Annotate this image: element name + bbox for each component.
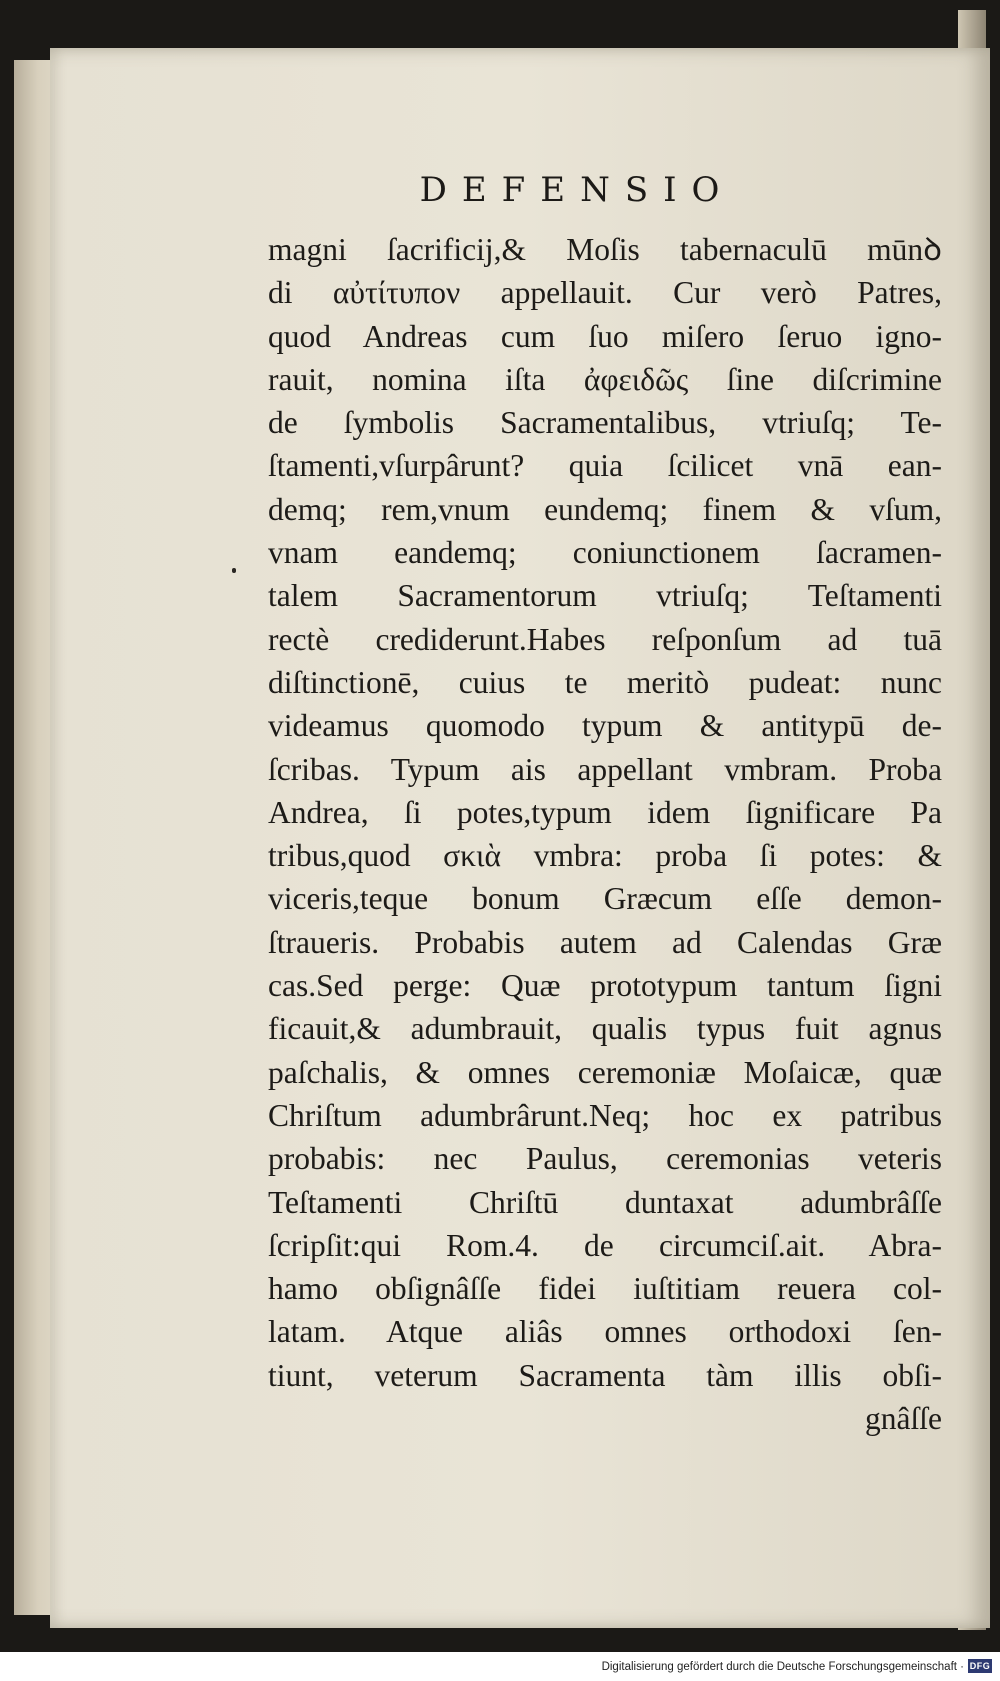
ink-speck <box>232 568 236 573</box>
text-line: ſtamenti,vſurpârunt? quia ſcilicet vnā ean- <box>268 448 942 484</box>
text-line: tribus,quod σκιὰ vmbra: proba ſi potes: & <box>268 838 942 874</box>
text-line: cas.Sed perge: Quæ prototypum tantum ſigni <box>268 968 942 1004</box>
text-line: videamus quomodo typum & antitypū de- <box>268 708 942 744</box>
footer-credit: Digitalisierung gefördert durch die Deutsche Forschungsgemeinschaft · <box>601 1661 964 1673</box>
text-line: hamo obſignâſſe fidei iuſtitiam reuera col- <box>268 1271 942 1307</box>
text-line: ficauit,& adumbrauit, qualis typus fuit agnus <box>268 1011 942 1047</box>
body-text <box>268 228 942 1440</box>
page-edge-left <box>14 60 54 1615</box>
text-line: de ſymbolis Sacramentalibus, vtriuſq; Te- <box>268 405 942 441</box>
text-line: tiunt, veterum Sacramenta tàm illis obſi- <box>268 1357 942 1393</box>
text-line: latam. Atque aliâs omnes orthodoxi ſen- <box>268 1314 942 1350</box>
text-line: ſcripſit:qui Rom.4. de circumciſ.ait. Abra- <box>268 1227 942 1263</box>
dfg-logo: DFG <box>969 1661 991 1671</box>
text-line: ſcribas. Typum ais appellant vmbram. Proba <box>268 751 942 787</box>
running-header <box>0 170 1000 210</box>
catchword: gnâſſe <box>865 1401 942 1437</box>
text-line: magni ſacrificij,& Moſis tabernaculū mūnꝺ <box>268 232 942 267</box>
text-line: quod Andreas cum ſuo miſero ſeruo igno- <box>268 318 942 354</box>
text-line: paſchalis, & omnes ceremoniæ Moſaicæ, quæ <box>268 1054 942 1090</box>
text-line: diſtinctionē, cuius te meritò pudeat: nunc <box>268 664 942 700</box>
text-line: ſtraueris. Probabis autem ad Calendas Græ <box>268 924 942 960</box>
running-header-text: DEFENSIO <box>419 170 735 210</box>
text-line: probabis: nec Paulus, ceremonias veteris <box>268 1141 942 1177</box>
text-line: Chriſtum adumbrârunt.Neq; hoc ex patribus <box>268 1097 942 1133</box>
text-line: talem Sacramentorum vtriuſq; Teſtamenti <box>268 578 942 614</box>
text-line: di αὐτίτυπον appellauit. Cur verò Patres, <box>268 275 942 311</box>
text-line: vnam eandemq; coniunctionem ſacramen- <box>268 535 942 571</box>
text-line: Andrea, ſi potes,typum idem ſignificare Pa <box>268 794 942 830</box>
text-line: rectè crediderunt.Habes reſponſum ad tuā <box>268 621 942 657</box>
text-line: Teſtamenti Chriſtū duntaxat adumbrâſſe <box>268 1184 942 1220</box>
text-line: demq; rem,vnum eundemq; finem & vſum, <box>268 491 942 527</box>
text-line: rauit, nomina iſta ἀφειδῶς ſine diſcrimine <box>268 361 942 397</box>
text-line: viceris,teque bonum Græcum eſſe demon- <box>268 881 942 917</box>
